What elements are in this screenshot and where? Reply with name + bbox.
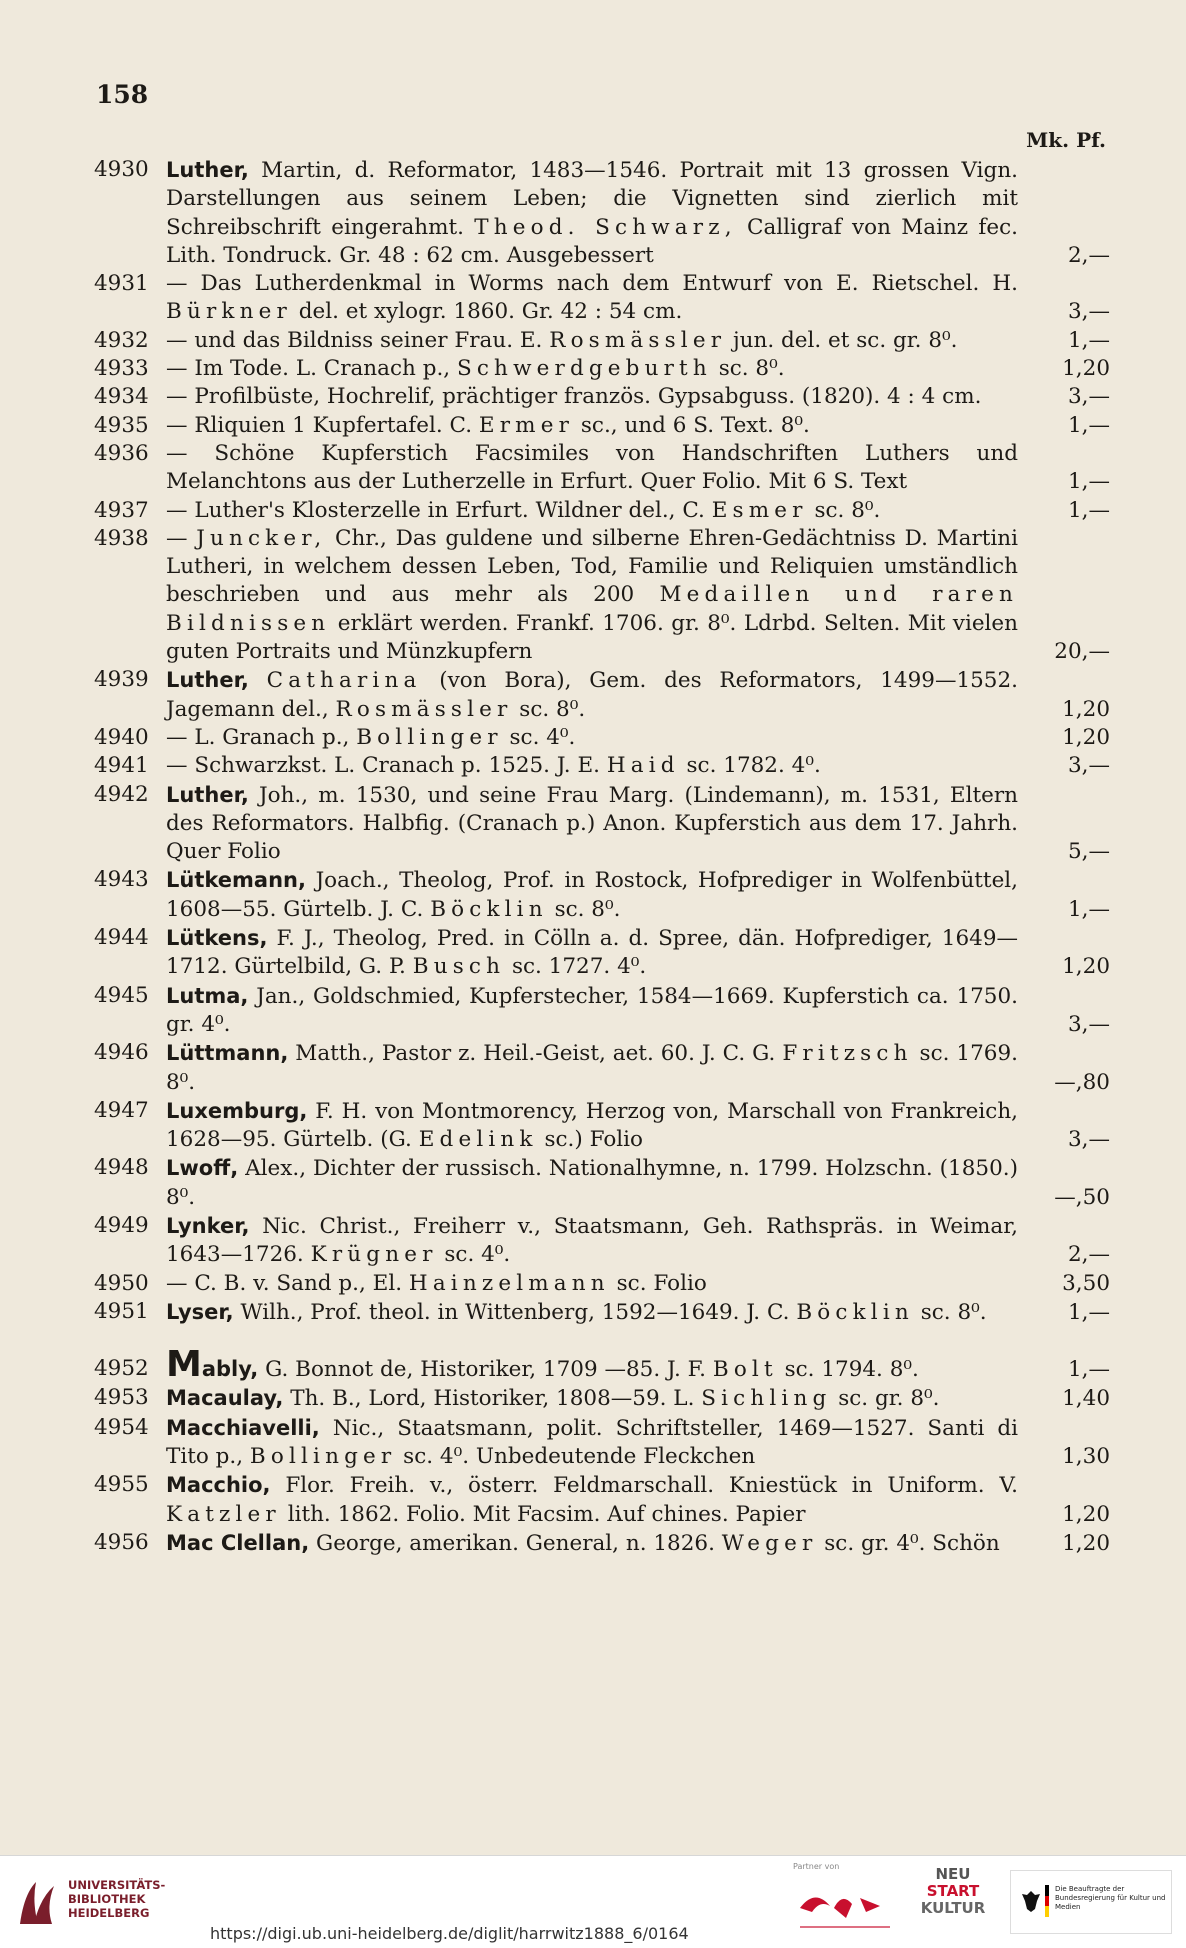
spaced-name: Busch [412, 954, 506, 980]
entry-number: 4931 [94, 271, 149, 297]
spaced-name: Böcklin [430, 896, 548, 922]
federal-eagle-icon [1021, 1889, 1041, 1913]
catalogue-entry [94, 1097, 1110, 1155]
entry-description [166, 156, 1018, 270]
catalogue-entry [94, 1414, 1110, 1472]
entry-name: Lütkemann, [166, 868, 306, 893]
entry-number: 4940 [94, 724, 149, 750]
bkm-text: Die Beauftragte der Bundesregierung für Kultur und Medien [1055, 1885, 1166, 1911]
entry-description [166, 1529, 1018, 1558]
entry-name: Lynker, [166, 1213, 250, 1238]
entry-text: sc. 1782. 4⁰. [679, 753, 821, 779]
catalogue-entries [94, 156, 1110, 1558]
partner-logo-icon [790, 1878, 900, 1940]
neustart-line: NEU [935, 1865, 971, 1883]
page-number: 158 [96, 80, 149, 109]
entry-description [166, 781, 1018, 867]
catalogue-entry [94, 327, 1110, 355]
entry-description [166, 1154, 1018, 1212]
entry-text: G. Bonnot de, Historiker, 1709 —85. J. F. [258, 1357, 713, 1383]
entry-price: 1,— [1067, 896, 1110, 922]
spaced-name: Rosmässler [335, 696, 513, 722]
entry-text: sc. 8⁰. [807, 497, 881, 523]
entry-price: 1,20 [1062, 1530, 1110, 1556]
entry-text: Calligraf von Mainz fec. Lith. Tondruck. Gr. 48 : 62 cm. Ausgebessert [166, 214, 1018, 268]
catalogue-entry [94, 497, 1110, 525]
entry-price: 3,50 [1062, 1270, 1110, 1296]
neustart-kultur-logo [918, 1866, 988, 1917]
entry-text: sc. 4⁰. Unbedeutende Fleckchen [396, 1444, 756, 1470]
entry-number: 4950 [94, 1270, 149, 1296]
catalogue-entry [94, 1529, 1110, 1558]
catalogue-entry [94, 752, 1110, 780]
spaced-name: Ermer [478, 412, 575, 438]
entry-number: 4955 [94, 1472, 149, 1498]
entry-text: — Im Tode. L. Cranach p., [166, 356, 457, 382]
library-line: BIBLIOTHEK [68, 1892, 146, 1906]
entry-description [166, 1471, 1018, 1529]
spaced-name: Rosmässler [549, 327, 727, 353]
entry-text: jun. del. et sc. gr. 8⁰. [726, 327, 958, 353]
catalogue-entry [94, 383, 1110, 411]
entry-text: Jan., Goldschmied, Kupferstecher, 1584—1669. Kupferstich ca. 1750. gr. 4⁰. [166, 983, 1018, 1037]
entry-price: 1,40 [1062, 1386, 1110, 1412]
neustart-line: START [926, 1882, 980, 1900]
entry-text: — Rliquien 1 Kupfertafel. C. [166, 412, 479, 438]
entry-text: sc. Folio [609, 1270, 707, 1296]
catalogue-entry [94, 982, 1110, 1040]
entry-text: — und das Bildniss seiner Frau. E. [166, 327, 550, 353]
entry-text: — L. Granach p., [166, 724, 357, 750]
entry-number: 4942 [94, 781, 149, 807]
entry-price: 3,— [1067, 1127, 1110, 1153]
entry-description [166, 1344, 1018, 1386]
library-line: HEIDELBERG [68, 1906, 150, 1920]
entry-text: Martin, d. Reformator, 1483—1546. Portrait mit 13 grossen Vign. Darstellungen aus seinem Leben; die Vignetten sind zierlich mit Schreibschrift eingerahmt. [166, 158, 1018, 240]
entry-text: F. H. von Montmorency, Herzog von, Marschall von Frankreich, 1628—95. Gürtelb. (G. [166, 1098, 1018, 1153]
entry-price: 5,— [1067, 839, 1110, 865]
entry-text: — Schwarzkst. L. Cranach p. 1525. J. E. [166, 753, 607, 779]
entry-price: 3,— [1067, 299, 1110, 325]
entry-name: Luxemburg, [166, 1098, 308, 1123]
entry-name: Lütkens, [166, 926, 268, 951]
entry-number: 4939 [94, 667, 149, 693]
entry-text: Joh., m. 1530, und seine Frau Marg. (Lindemann), m. 1531, Eltern des Reformators. Halbfig. (Cranach p.) Anon. Kupferstich aus dem 17. Jahrh. Quer Folio [166, 782, 1018, 865]
entry-text: Th. B., Lord, Historiker, 1808—59. L. [283, 1386, 702, 1412]
entry-description [166, 866, 1018, 924]
entry-text: sc. 4⁰. [437, 1242, 511, 1268]
entry-number: 4937 [94, 497, 149, 523]
entry-description [166, 327, 1018, 355]
entry-name: ably, [201, 1357, 259, 1382]
entry-text: sc. 4⁰. [502, 724, 576, 750]
spaced-name: Schwerdgeburth [456, 356, 712, 382]
catalogue-entry [94, 156, 1110, 270]
entry-text: Wilh., Prof. theol. in Wittenberg, 1592—1649. J. C. [233, 1299, 797, 1325]
entry-number: 4938 [94, 525, 149, 551]
catalogue-entry [94, 525, 1110, 666]
entry-number: 4933 [94, 356, 149, 382]
entry-text: sc. 1727. 4⁰. [505, 954, 647, 980]
catalogue-entry [94, 724, 1110, 752]
entry-description [166, 1384, 1018, 1413]
entry-number: 4944 [94, 925, 149, 951]
entry-name: Mac Clellan, [166, 1530, 310, 1555]
entry-price: —,50 [1054, 1184, 1110, 1210]
entry-text: del. et xylogr. 1860. Gr. 42 : 54 cm. [291, 299, 683, 325]
catalogue-entry [94, 1039, 1110, 1097]
entry-name: Lwoff, [166, 1156, 239, 1181]
entry-text: sc. 8⁰. [711, 356, 785, 382]
german-flag-icon [1045, 1885, 1049, 1917]
entry-price: 1,20 [1062, 954, 1110, 980]
entry-description [166, 1270, 1018, 1298]
spaced-name: Bürkner [166, 299, 292, 325]
spaced-name: Krügner [310, 1242, 438, 1268]
catalogue-entry [94, 1344, 1110, 1386]
university-library-logo-icon [14, 1874, 60, 1930]
entry-description [166, 924, 1018, 982]
entry-number: 4930 [94, 157, 149, 182]
entry-text: — [166, 525, 197, 551]
entry-name: Macchio, [166, 1473, 271, 1498]
entry-text: — C. B. v. Sand p., El. [166, 1270, 409, 1296]
catalogue-entry [94, 781, 1110, 867]
spaced-name: Bollinger [249, 1444, 397, 1470]
entry-price: 1,20 [1062, 1501, 1110, 1527]
entry-description [166, 1414, 1018, 1472]
entry-text [249, 668, 267, 693]
entry-text: erklärt werden. Frankf. 1706. gr. 8⁰. Ldrbd. Selten. Mit vielen guten Portraits und Münzkupfern [166, 610, 1018, 665]
entry-description [166, 1298, 1018, 1327]
library-name [68, 1878, 165, 1920]
entry-number: 4952 [94, 1356, 149, 1382]
entry-text: sc. 1794. 8⁰. [777, 1357, 919, 1383]
entry-number: 4951 [94, 1298, 149, 1324]
catalogue-entry [94, 1298, 1110, 1327]
entry-text: Alex., Dichter der russisch. Nationalhymne, n. 1799. Holzschn. (1850.) 8⁰. [166, 1156, 1018, 1210]
entry-number: 4948 [94, 1155, 149, 1181]
entry-description [166, 666, 1018, 724]
entry-text: lith. 1862. Folio. Mit Facsim. Auf chines. Papier [280, 1501, 806, 1527]
catalogue-entry [94, 412, 1110, 440]
entry-text: sc. 8⁰. [512, 696, 586, 722]
entry-name: Luther, [166, 782, 249, 807]
spaced-name: Juncker, [196, 525, 327, 551]
entry-description [166, 270, 1018, 327]
partner-label: Partner von [793, 1862, 840, 1871]
entry-text: sc. gr. 8⁰. [831, 1386, 940, 1412]
entry-description [166, 1097, 1018, 1155]
entry-number: 4947 [94, 1097, 149, 1123]
entry-text: George, amerikan. General, n. 1826. [309, 1530, 722, 1556]
entry-text: (von Bora), Gem. des Reformators, 1499—1552. Jagemann del., [166, 668, 1018, 722]
entry-price: 2,— [1067, 242, 1110, 268]
entry-text: sc., und 6 S. Text. 8⁰. [574, 412, 810, 438]
entry-description [166, 355, 1018, 383]
entry-number: 4941 [94, 753, 149, 779]
entry-text: sc. 8⁰. [547, 896, 621, 922]
entry-text: — Das Lutherdenkmal in Worms nach dem Entwurf von E. Rietschel. H. [166, 271, 1018, 297]
entry-text: Matth., Pastor z. Heil.-Geist, aet. 60. J. C. G. [288, 1041, 783, 1067]
entry-name: Macchiavelli, [166, 1415, 320, 1440]
spaced-name: Catharina [266, 668, 422, 694]
catalogue-entry [94, 440, 1110, 497]
entry-text: — Schöne Kupferstich Facsimiles von Handschriften Luthers und Melanchtons aus der Lutherzelle in Erfurt. Quer Folio. Mit 6 S. Text [166, 440, 1018, 495]
entry-price: 3,— [1067, 384, 1110, 410]
spaced-name: Sichling [701, 1386, 832, 1412]
entry-price: 1,— [1067, 497, 1110, 523]
catalogue-entry [94, 866, 1110, 924]
entry-price: 20,— [1054, 639, 1110, 665]
entry-price: 2,— [1067, 1242, 1110, 1268]
entry-number: 4943 [94, 867, 149, 893]
entry-number: 4935 [94, 412, 149, 438]
footer-bar [0, 1855, 1186, 1948]
entry-name: Luther, [166, 158, 249, 182]
entry-description [166, 440, 1018, 497]
neustart-line: KULTUR [920, 1899, 986, 1917]
bkm-logo [1010, 1870, 1172, 1934]
entry-description [166, 724, 1018, 752]
entry-number: 4956 [94, 1529, 149, 1555]
entry-name: Lutma, [166, 983, 249, 1008]
entry-price: 1,— [1067, 412, 1110, 438]
spaced-name: Fritzsch [782, 1041, 913, 1067]
catalogue-entry [94, 666, 1110, 724]
page-url[interactable]: https://digi.ub.uni-heidelberg.de/diglit/harrwitz1888_6/0164 [210, 1924, 689, 1943]
entry-text: sc. 8⁰. [913, 1299, 987, 1325]
entry-description [166, 1212, 1018, 1270]
entry-number: 4936 [94, 440, 149, 466]
entry-description [166, 752, 1018, 780]
spaced-name: Weger [721, 1530, 818, 1556]
spaced-name: Haid [606, 753, 680, 779]
catalogue-entry [94, 270, 1110, 327]
entry-description [166, 982, 1018, 1040]
catalogue-entry [94, 924, 1110, 982]
entry-name: Lüttmann, [166, 1041, 289, 1066]
entry-number: 4954 [94, 1414, 149, 1440]
entry-text: Chr., Das guldene und silberne Ehren-Gedächtniss D. Martini Lutheri, in welchem dessen Leben, Tod, Familie und Reliquien umständlich beschrieben und aus mehr als 200 [166, 525, 1018, 608]
spaced-name: Medaillen und raren Bildnissen [166, 582, 1018, 636]
library-line: UNIVERSITÄTS- [68, 1878, 166, 1892]
entry-price: 1,20 [1062, 356, 1110, 382]
entry-description [166, 525, 1018, 666]
spaced-name: Bolt [712, 1357, 778, 1383]
entry-text: Flor. Freih. v., österr. Feldmarschall. Kniestück in Uniform. V. [270, 1473, 1018, 1499]
entry-description [166, 497, 1018, 525]
entry-price: 3,— [1067, 1011, 1110, 1037]
entry-price: 1,20 [1062, 696, 1110, 722]
entry-name: Macaulay, [166, 1386, 284, 1411]
catalogue-entry [94, 1471, 1110, 1529]
entry-price: 1,30 [1062, 1444, 1110, 1470]
spaced-name: Esmer [711, 497, 808, 523]
entry-number: 4946 [94, 1040, 149, 1066]
entry-number: 4934 [94, 384, 149, 410]
catalogue-entry [94, 1154, 1110, 1212]
entry-description [166, 412, 1018, 440]
price-column-header: Mk. Pf. [1026, 128, 1106, 152]
catalogue-entry [94, 1384, 1110, 1413]
catalogue-entry [94, 1270, 1110, 1298]
entry-text: F. J., Theolog, Pred. in Cölln a. d. Spree, dän. Hofprediger, 1649—1712. Gürtelbild, G. P. [166, 926, 1018, 980]
entry-description [166, 383, 1018, 411]
entry-text: — Profilbüste, Hochrelif, prächtiger französ. Gypsabguss. (1820). 4 : 4 cm. [166, 384, 982, 410]
spaced-name: Theod. Schwarz, [474, 214, 737, 240]
entry-name: Luther, [166, 668, 249, 693]
catalogue-entry [94, 1212, 1110, 1270]
entry-price: 1,20 [1062, 724, 1110, 750]
spaced-name: Hainzelmann [408, 1270, 610, 1296]
entry-number: 4949 [94, 1212, 149, 1238]
entry-price: 3,— [1067, 753, 1110, 779]
spaced-name: Bollinger [356, 724, 503, 750]
entry-text: — Luther's Klosterzelle in Erfurt. Wildner del., C. [166, 497, 712, 523]
entry-price: 1,— [1067, 327, 1110, 353]
entry-description [166, 1039, 1018, 1097]
entry-number: 4932 [94, 327, 149, 353]
entry-name: Lyser, [166, 1299, 234, 1324]
spaced-name: Edelink [418, 1127, 538, 1153]
entry-text: sc.) Folio [537, 1127, 643, 1153]
entry-price: —,80 [1054, 1069, 1110, 1095]
spaced-name: Katzler [166, 1501, 281, 1527]
entry-text: Joach., Theolog, Prof. in Rostock, Hofprediger in Wolfenbüttel, 1608—55. Gürtelb. J. C. [166, 868, 1018, 922]
catalogue-entry [94, 355, 1110, 383]
entry-name: M [166, 1344, 202, 1386]
entry-text: sc. gr. 4⁰. Schön [817, 1530, 1000, 1556]
entry-text: Nic., Staatsmann, polit. Schriftsteller, 1469—1527. Santi di Tito p., [166, 1415, 1018, 1470]
entry-price: 1,— [1067, 1299, 1110, 1325]
entry-number: 4953 [94, 1385, 149, 1411]
entry-text: Nic. Christ., Freiherr v., Staatsmann, Geh. Rathspräs. in Weimar, 1643—1726. [166, 1213, 1018, 1268]
entry-price: 1,— [1067, 1357, 1110, 1383]
entry-price: 1,— [1067, 469, 1110, 495]
spaced-name: Böcklin [796, 1299, 914, 1325]
entry-number: 4945 [94, 982, 149, 1008]
entry-text: sc. 1769. 8⁰. [166, 1041, 1018, 1095]
